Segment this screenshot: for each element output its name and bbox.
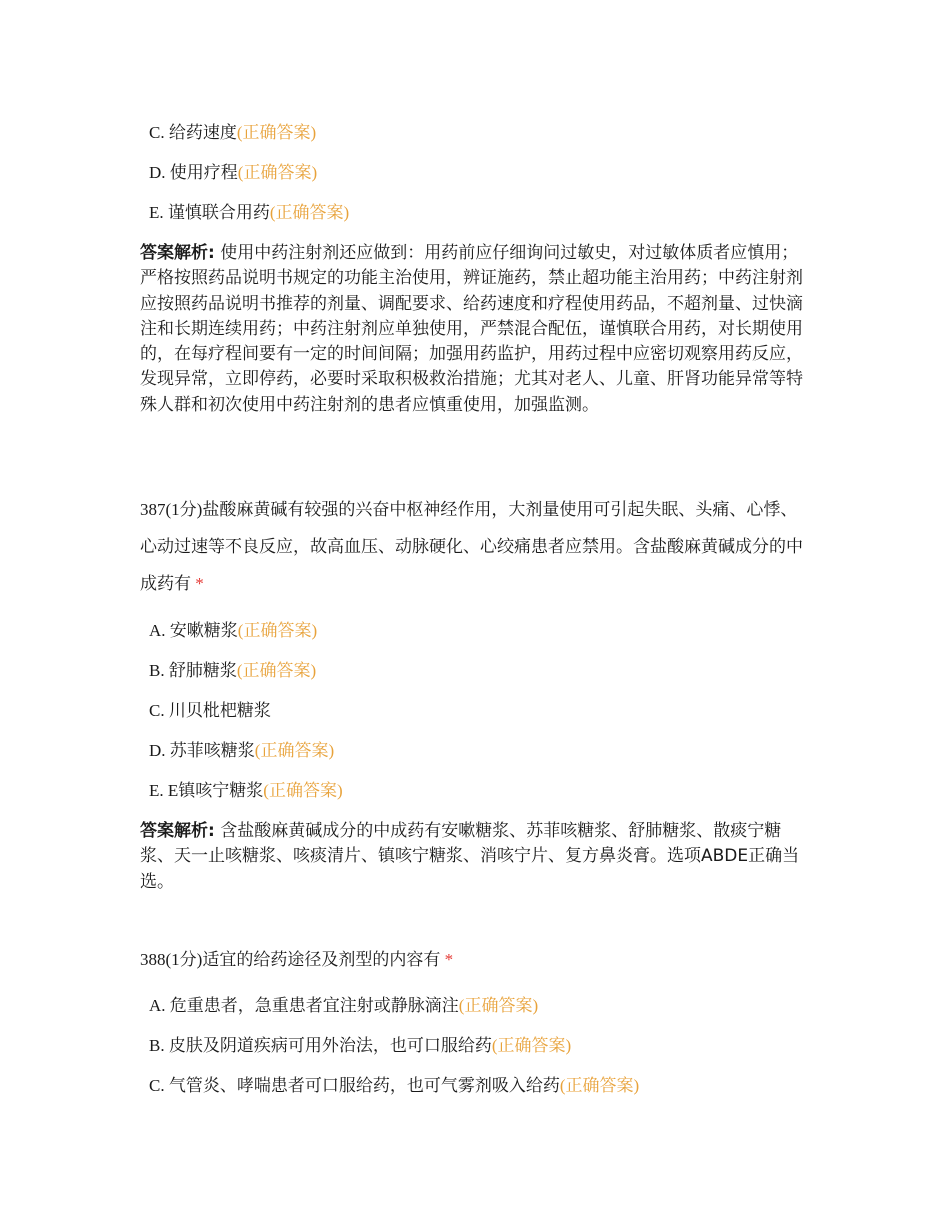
correct-answer-tag: (正确答案) [458,996,539,1015]
option-text: E镇咳宁糖浆 [167,781,264,800]
q388-option-c [149,1075,639,1097]
q387-option-b [149,660,316,682]
required-mark: * [444,950,454,969]
q387-stem [140,491,812,602]
option-text: 苏菲咳糖浆 [169,741,255,760]
analysis-text: 含盐酸麻黄碱成分的中成药有安嗽糖浆、苏菲咳糖浆、舒肺糖浆、散痰宁糖浆、天一止咳糖浆、咳痰清片、镇咳宁糖浆、消咳宁片、复方鼻炎膏。选项ABDE正确当选。 [140,821,800,892]
correct-answer-tag: (正确答案) [559,1076,640,1095]
option-letter: E. [149,781,164,800]
option-text: 皮肤及阴道疾病可用外治法，也可口服给药 [168,1036,492,1055]
option-text: 谨慎联合用药 [167,203,270,222]
question-text: 387(1分)盐酸麻黄碱有较强的兴奋中枢神经作用，大剂量使用可引起失眠、头痛、心悸、心动过速等不良反应，故高血压、动脉硬化、心绞痛患者应禁用。含盐酸麻黄碱成分的中成药有 [140,500,803,593]
q387-option-c [149,700,271,722]
option-letter: E. [149,203,164,222]
q388-stem [140,941,812,978]
correct-answer-tag: (正确答案) [254,741,335,760]
option-letter: C. [149,1076,165,1095]
option-letter: A. [149,621,166,640]
q386-option-c [149,122,316,144]
option-text: 给药速度 [168,123,237,142]
option-letter: C. [149,123,165,142]
option-letter: B. [149,661,165,680]
correct-answer-tag: (正确答案) [269,203,350,222]
correct-answer-tag: (正确答案) [237,163,318,182]
q388-option-b [149,1035,571,1057]
option-text: 川贝枇杷糖浆 [168,701,271,720]
q387-option-d [149,740,334,762]
analysis-label: 答案解析: [140,243,215,263]
option-text: 安嗽糖浆 [169,621,238,640]
correct-answer-tag: (正确答案) [491,1036,572,1055]
question-text: 388(1分)适宜的给药途径及剂型的内容有 [140,950,441,969]
q387-option-a [149,620,317,642]
correct-answer-tag: (正确答案) [236,661,317,680]
analysis-text: 使用中药注射剂还应做到：用药前应仔细询问过敏史，对过敏体质者应慎用；严格按照药品说明书规定的功能主治使用，辨证施药，禁止超功能主治用药；中药注射剂应按照药品说明书推荐的剂量、调配要求、给药速度和疗程使用药品，不超剂量、过快滴注和长期连续用药；中药注射剂应单独使用，严禁混合配伍，谨慎联合用药，对长期使用的，在每疗程间要有一定的时间间隔；加强用药监护，用药过程中应密切观察用药反应，发现异常，立即停药，必要时采取积极救治措施；尤其对老人、儿童、肝肾功能异常等特殊人群和初次使用中药注射剂的患者应慎重使用，加强监测。 [140,243,803,415]
q387-analysis [140,819,812,895]
q387-option-e [149,780,343,802]
q386-option-e [149,202,349,224]
correct-answer-tag: (正确答案) [263,781,343,800]
correct-answer-tag: (正确答案) [237,621,318,640]
q386-analysis [140,241,812,418]
option-letter: A. [149,996,166,1015]
option-text: 舒肺糖浆 [168,661,237,680]
option-letter: C. [149,701,165,720]
q386-option-d [149,162,317,184]
option-text: 危重患者，急重患者宜注射或静脉滴注 [169,996,459,1015]
option-letter: D. [149,163,166,182]
option-letter: B. [149,1036,165,1055]
correct-answer-tag: (正确答案) [236,123,317,142]
option-text: 气管炎、哮喘患者可口服给药，也可气雾剂吸入给药 [168,1076,560,1095]
analysis-label: 答案解析: [140,821,215,841]
q388-option-a [149,995,538,1017]
option-text: 使用疗程 [169,163,238,182]
required-mark: * [195,574,204,593]
option-letter: D. [149,741,166,760]
